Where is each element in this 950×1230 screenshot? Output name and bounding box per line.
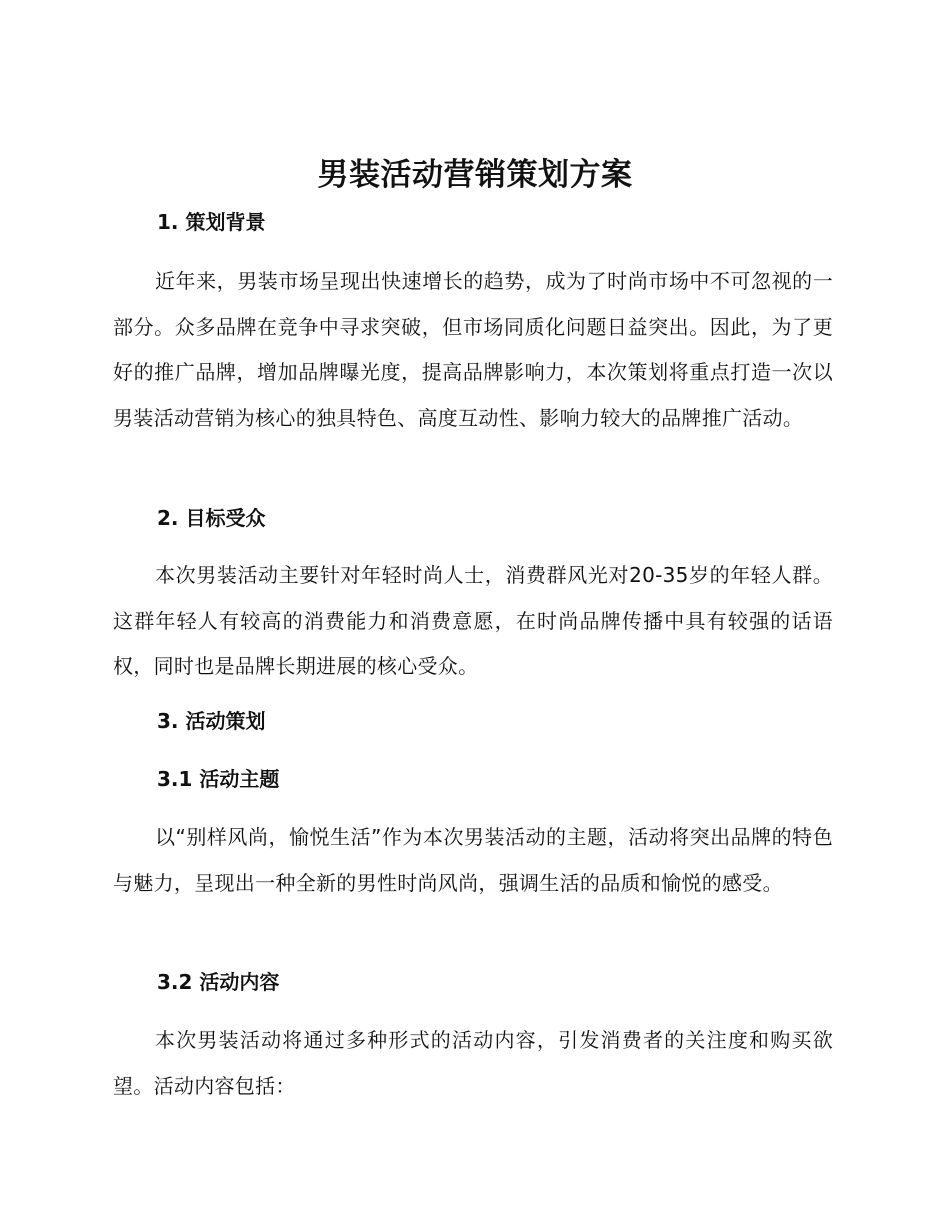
section-paragraph-content: 本次男装活动将通过多种形式的活动内容，引发消费者的关注度和购买欲望。活动内容包括： (113, 1028, 833, 1098)
section-heading-theme: 3.1 活动主题 (157, 767, 280, 791)
section-heading-planning: 3. 活动策划 (157, 709, 266, 733)
section-paragraph-background: 近年来，男装市场呈现出快速增长的趋势，成为了时尚市场中不可忽视的一部分。众多品牌在竞争中寻求突破，但市场同质化问题日益突出。因此，为了更好的推广品牌，增加品牌曝光度，提高品牌影响力，本次策划将重点打造一次以男装活动营销为核心的独具特色、高度互动性、影响力较大的品牌推广活动。 (113, 269, 833, 430)
section-heading-audience: 2. 目标受众 (157, 506, 266, 530)
section-paragraph-theme: 以“别样风尚，愉悦生活”作为本次男装活动的主题，活动将突出品牌的特色与魅力，呈现出一种全新的男性时尚风尚，强调生活的品质和愉悦的感受。 (113, 825, 833, 895)
section-heading-content: 3.2 活动内容 (157, 970, 280, 994)
document-title: 男装活动营销策划方案 (317, 157, 633, 193)
section-paragraph-audience: 本次男装活动主要针对年轻时尚人士，消费群风光对20-35岁的年轻人群。这群年轻人有较高的消费能力和消费意愿，在时尚品牌传播中具有较强的话语权，同时也是品牌长期进展的核心受众。 (113, 563, 833, 678)
section-heading-background: 1. 策划背景 (157, 210, 266, 234)
